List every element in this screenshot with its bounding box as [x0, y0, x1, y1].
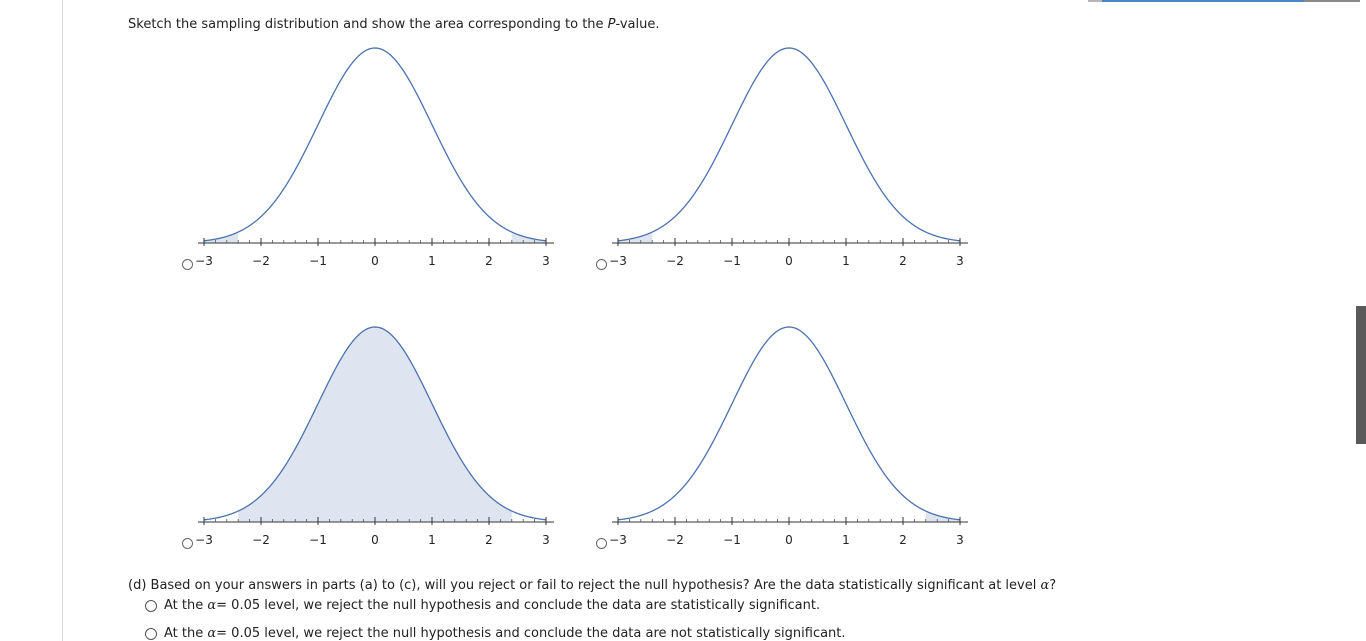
tick-label: −3 [609, 533, 627, 547]
tick-label: 3 [956, 254, 964, 268]
tick-label: 2 [899, 254, 907, 268]
option-1-text-b: = 0.05 level, we reject the null hypothesis and conclude the data are statistically significant. [216, 598, 821, 613]
prompt-p-letter: P [607, 17, 616, 32]
tick-label: 0 [785, 533, 793, 547]
tick-label: −1 [309, 254, 327, 268]
chart-option-2 [594, 40, 974, 280]
tick-label: −3 [195, 254, 213, 268]
option-2-alpha: α [207, 626, 217, 641]
alpha-symbol: α [1040, 578, 1050, 593]
tick-label: −2 [252, 533, 270, 547]
normal-curve [618, 48, 960, 241]
prompt-suffix: -value. [615, 17, 660, 32]
prompt-text: Sketch the sampling distribution and show the area corresponding to the [128, 17, 608, 32]
tick-label: −1 [723, 254, 741, 268]
chart-option-4 [594, 319, 974, 559]
chart-option-3 [180, 319, 560, 559]
tick-label: −3 [609, 254, 627, 268]
option-1-alpha: α [207, 598, 217, 613]
tick-label: 3 [542, 254, 550, 268]
question-d-suffix: ? [1049, 578, 1057, 593]
tick-label: −2 [666, 254, 684, 268]
question-prompt [128, 17, 659, 32]
top-progress-bar [1102, 0, 1304, 2]
normal-curve-chart-4 [594, 319, 974, 559]
tick-label: −1 [309, 533, 327, 547]
question-d-text: (d) Based on your answers in parts (a) to (c), will you reject or fail to reject the null hypothesis? Are the data statistically significant at level [128, 578, 1041, 593]
tick-label: 0 [371, 533, 379, 547]
radio-answer-1[interactable] [145, 600, 157, 612]
radio-answer-2[interactable] [145, 628, 157, 640]
tick-label: 1 [428, 533, 436, 547]
scrollbar-thumb[interactable] [1356, 306, 1366, 444]
chart-option-1 [180, 40, 560, 280]
shaded-area-1 [238, 327, 512, 522]
option-2-text-b: = 0.05 level, we reject the null hypothesis and conclude the data are not statistically significant. [216, 626, 846, 641]
option-2-text-a: At the [164, 626, 204, 641]
tick-label: 2 [899, 533, 907, 547]
normal-curve [618, 327, 960, 520]
normal-curve-chart-3 [180, 319, 560, 559]
tick-label: 3 [542, 533, 550, 547]
normal-curve [204, 48, 546, 241]
tick-label: 3 [956, 533, 964, 547]
tick-label: 0 [785, 254, 793, 268]
tick-label: 1 [842, 254, 850, 268]
tick-label: 1 [842, 533, 850, 547]
tick-label: 1 [428, 254, 436, 268]
tick-label: −1 [723, 533, 741, 547]
top-progress-left [1088, 0, 1102, 2]
tick-label: −2 [252, 254, 270, 268]
top-progress-right [1304, 0, 1360, 2]
option-1-text-a: At the [164, 598, 204, 613]
tick-label: 2 [485, 254, 493, 268]
normal-curve-chart-1 [180, 40, 560, 280]
answer-option-1[interactable] [145, 598, 820, 613]
question-d [128, 578, 1056, 593]
normal-curve-chart-2 [594, 40, 974, 280]
tick-label: −2 [666, 533, 684, 547]
answer-option-2[interactable] [145, 626, 846, 641]
tick-label: 2 [485, 533, 493, 547]
tick-label: −3 [195, 533, 213, 547]
tick-label: 0 [371, 254, 379, 268]
page-left-border [62, 0, 63, 641]
